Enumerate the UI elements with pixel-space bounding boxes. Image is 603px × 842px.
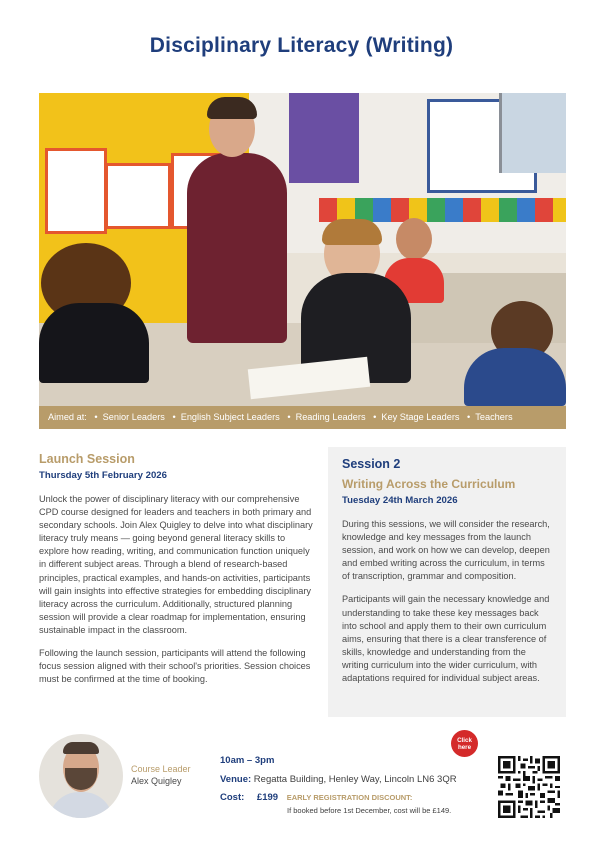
audience-item: English Subject Leaders <box>180 412 280 422</box>
course-leader-name: Alex Quigley <box>131 776 182 786</box>
audience-item: Senior Leaders <box>102 412 165 422</box>
audience-item: Teachers <box>475 412 513 422</box>
session2-paragraph: During this sessions, we will consider the research, knowledge and key messages from the launch session, and work on how we can develop, deepen and embed writing across the curriculum, in terms of transcription, grammar and composition. <box>342 519 550 582</box>
course-leader-avatar <box>39 734 123 818</box>
session2-date: Tuesday 24th March 2026 <box>342 495 458 506</box>
session2-card <box>328 447 566 717</box>
session2-heading: Session 2 <box>342 457 401 471</box>
qr-code[interactable] <box>498 756 560 818</box>
course-leader-label: Course Leader <box>131 764 191 774</box>
here-label: here <box>457 744 472 751</box>
audience-item: Reading Leaders <box>295 412 366 422</box>
cost-value: £199 <box>256 792 279 803</box>
click-label: Click <box>457 737 472 744</box>
classroom-photo <box>39 93 566 406</box>
time-value: 10am – 3pm <box>220 755 275 766</box>
launch-date: Thursday 5th February 2026 <box>39 470 167 481</box>
audience-item: Key Stage Leaders <box>381 412 460 422</box>
audience-banner: Aimed at: • Senior Leaders • English Subject Leaders • Reading Leaders • Key Stage Leaders • Teachers <box>39 406 566 429</box>
click-here-button[interactable] <box>451 730 478 757</box>
session2-subheading: Writing Across the Curriculum <box>342 477 516 491</box>
course-leader <box>131 764 191 786</box>
launch-session <box>39 452 314 686</box>
page-title: Disciplinary Literacy (Writing) <box>149 34 454 57</box>
launch-heading: Launch Session <box>39 452 135 466</box>
venue-value: Regatta Building, Henley Way, Lincoln LN6 3QR <box>253 774 457 785</box>
launch-paragraph: Unlock the power of disciplinary literacy with our comprehensive CPD course designed for leaders and teachers in both primary and secondary schools. Join Alex Quigley to delve into what disciplinary literacy truly means — going beyond general literacy skills to explore how reading, writing, and communication function uniquely in different subject areas. Through a blend of research-based principles, practical examples, and hands-on activities, participants will gain insights into effective strategies for embedding disciplinary literacy across the curriculum. Additionally, structured planning session will provide a clear roadmap for implementation, ensuring sustainable impact in the classroom. <box>39 494 313 635</box>
session2-paragraph: Participants will gain the necessary knowledge and understanding to take these key messages back into school and apply them to their own curriculum aims, ensuring that there is a clear transference of skills, knowledge and understanding from the writing curriculum into the wider curriculum, with adaptations required for individual subject areas. <box>342 594 550 684</box>
launch-followup: Following the launch session, participants will attend the following focus session aligned with their school's priorities. Session choices must be confirmed at the time of booking. <box>39 648 311 685</box>
discount-note: If booked before 1st December, cost will be £149. <box>287 806 452 815</box>
audience-prefix: Aimed at: <box>48 412 87 422</box>
venue-label: Venue: <box>220 774 252 785</box>
discount-label: EARLY REGISTRATION DISCOUNT: <box>286 793 413 802</box>
cost-label: Cost: <box>220 792 245 803</box>
